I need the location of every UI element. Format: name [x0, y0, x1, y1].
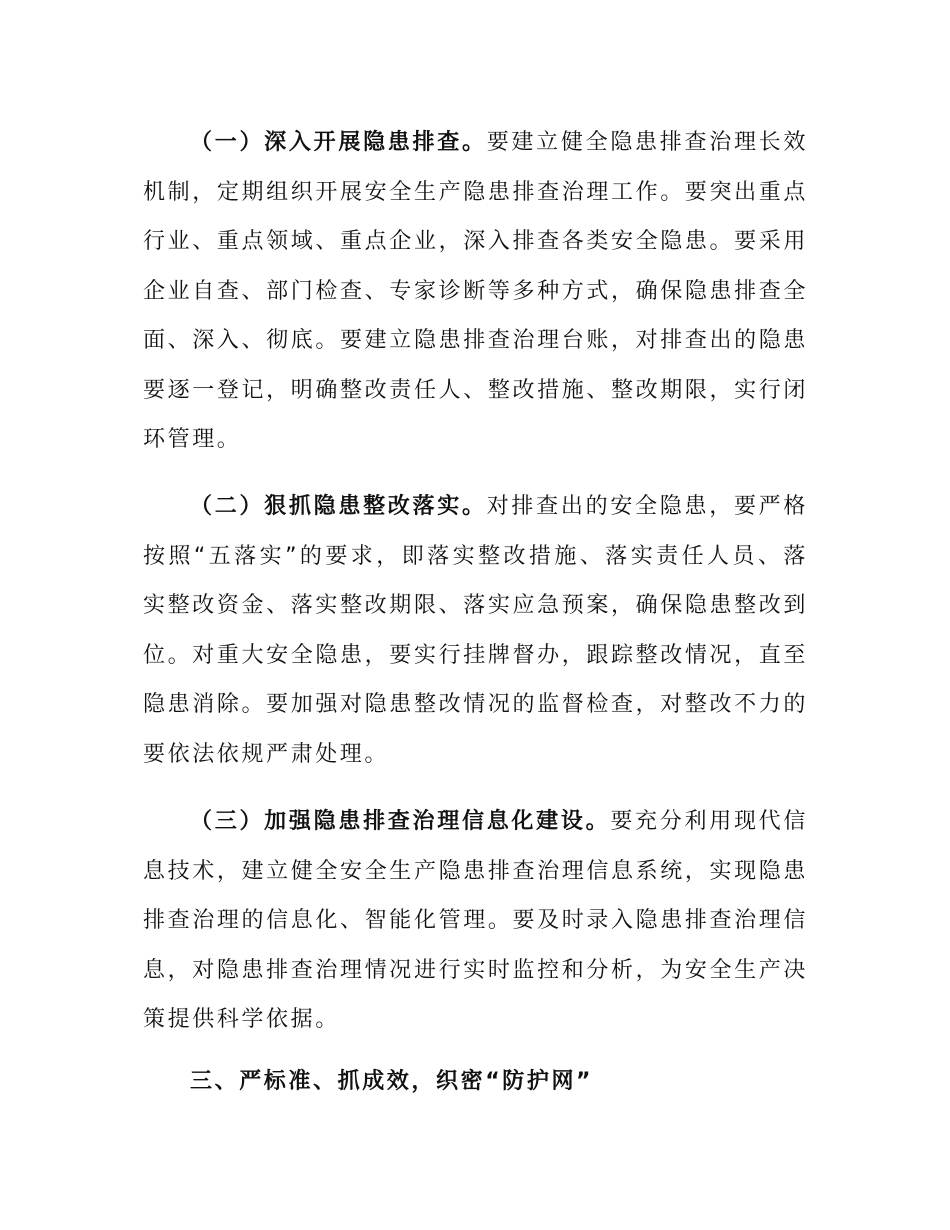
paragraph-2: [143, 482, 808, 779]
paragraph-line: [143, 118, 808, 168]
paragraph-lead: （二）狠抓隐患整改落实。: [190, 494, 487, 519]
paragraph-line: 策提供科学依据。: [143, 1007, 340, 1032]
paragraph-line: 行业、重点领域、重点企业，深入排查各类安全隐患。要采用: [143, 229, 808, 254]
paragraph-line: 排查治理的信息化、智能化管理。要及时录入隐患排查治理信: [143, 908, 808, 933]
paragraph-line: 企业自查、部门检查、专家诊断等多种方式，确保隐患排查全: [143, 278, 808, 304]
paragraph-line: 息，对隐患排查治理情况进行实时监控和分析，为安全生产决: [143, 957, 808, 983]
paragraph-line: 环管理。: [143, 427, 242, 452]
paragraph-text: 对排查出的安全隐患，要严格: [486, 494, 808, 519]
paragraph-line: 要逐一登记，明确整改责任人、整改措施、整改期限，实行闭: [143, 377, 808, 403]
paragraph-line: 按照“五落实”的要求，即落实整改措施、落实责任人员、落: [143, 543, 808, 569]
paragraph-line: 息技术，建立健全安全生产隐患排查治理信息系统，实现隐患: [143, 858, 808, 884]
paragraph-lead: （一）深入开展隐患排查。: [190, 130, 487, 155]
paragraph-line: [143, 482, 808, 532]
paragraph-line: 机制，定期组织开展安全生产隐患排查治理工作。要突出重点: [143, 179, 808, 205]
paragraph-line: 隐患消除。要加强对隐患整改情况的监督检查，对整改不力的: [143, 692, 808, 717]
paragraph-line: 位。对重大安全隐患，要实行挂牌督办，跟踪整改情况，直至: [143, 642, 808, 668]
paragraph-text: 要建立健全隐患排查治理长效: [486, 130, 808, 155]
paragraph-1: [143, 118, 808, 465]
paragraph-line: 要依法依规严肃处理。: [143, 741, 390, 767]
paragraph-line: 实整改资金、落实整改期限、落实应急预案，确保隐患整改到: [143, 593, 808, 618]
paragraph-3: [143, 797, 808, 1045]
paragraph-text: 要充分利用现代信: [610, 809, 808, 834]
paragraph-lead: （三）加强隐患排查治理信息化建设。: [190, 809, 611, 834]
paragraph-line: 面、深入、彻底。要建立隐患排查治理台账，对排查出的隐患: [143, 328, 808, 353]
paragraph-line: [143, 797, 808, 847]
section-heading: 三、严标准、抓成效，织密“防护网”: [190, 1069, 594, 1094]
